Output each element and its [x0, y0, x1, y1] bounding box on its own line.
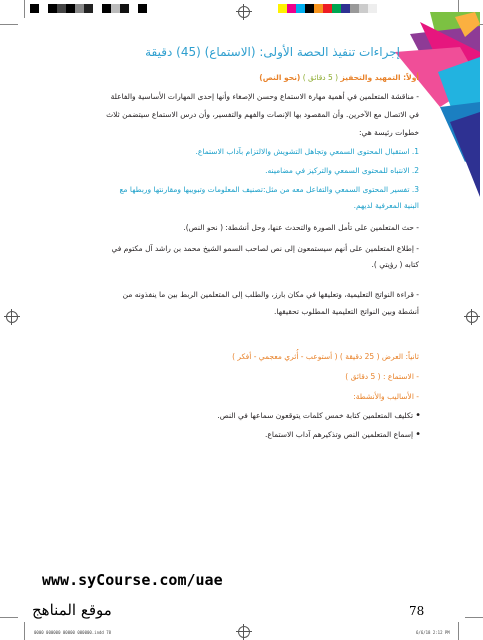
crop-mark — [458, 622, 459, 640]
section1-heading — [259, 73, 419, 82]
page-title: إجراءات تنفيذ الحصة الأولى: (الاستماع) (45) دقيقة — [145, 45, 400, 59]
crop-mark — [0, 24, 18, 25]
step-1: 1. استقبال المحتوى السمعي وتجاهل التشويش والالتزام بآداب الاستماع. — [195, 147, 419, 156]
registration-mark-top — [238, 6, 250, 18]
print-slug-file: 0000 000000 00000 000000.indd 78 — [34, 630, 112, 635]
methods-heading: - الأساليب والأنشطة: — [353, 392, 419, 401]
intro-paragraph-line-2: في الاتصال مع الآخرين. وأن المقصود بها الإنصات والفهم والتفسير، وأن درس الاستماع سيتضمن ثلاث — [106, 110, 419, 119]
activity-line-1: - حث المتعلمين على تأمل الصورة والتحدث عنها، وحل أنشطة: ( نحو النص). — [183, 223, 419, 232]
bullet-item-2: • إسماع المتعلمين النص وتذكيرهم آداب الاستماع. — [265, 428, 419, 442]
step-2: 2. الانتباه للمحتوى السمعي والتركيز في مضامينه. — [265, 166, 419, 175]
section1-heading-title: أولاً: التمهيد والتحفيز — [340, 73, 419, 82]
site-name: موقع المناهج — [32, 601, 112, 619]
page-number: 78 — [409, 604, 425, 618]
step-3: 3. تفسير المحتوى السمعي والتفاعل معه من مثل:تصنيف المعلومات وتبويبها ومقارنتها وربطها مع — [119, 185, 419, 194]
section1-heading-subtitle: (نحو النص) — [259, 73, 301, 82]
section1-heading-duration: ( 5 دقائق ) — [302, 73, 339, 82]
website-url: www.syCourse.com/uae — [42, 571, 223, 589]
registration-mark-right — [466, 311, 478, 323]
print-slug-date: 6/6/18 2:12 PM — [416, 630, 450, 635]
step-3-continued: البنية المعرفية لديهم. — [353, 201, 419, 210]
print-tint-bar — [278, 4, 377, 13]
crop-mark — [0, 617, 18, 618]
bullet-item-1: • تكليف المتعلمين كتابة خمس كلمات يتوقعون سماعها في النص. — [217, 409, 419, 423]
activity-line-4: - قراءة النواتج التعليمية، وتعليقها في مكان بارز، والطلب إلى المتعلمين الربط بين ما ينفذونه من — [122, 290, 419, 299]
crop-mark — [24, 622, 25, 640]
activity-line-5: أنشطة وبين النواتج التعليمية المطلوب تحقيقها. — [274, 307, 419, 316]
listening-duration: - الاستماع : ( 5 دقائق ) — [345, 372, 419, 381]
activity-line-2: - إطلاع المتعلمين على أنهم سيستمعون إلى نص لصاحب السمو الشيخ محمد بن راشد آل مكتوم في — [111, 244, 419, 253]
crop-mark — [24, 0, 25, 18]
intro-paragraph-line-3: خطوات رئيسة هي: — [359, 128, 419, 137]
registration-mark-left — [6, 311, 18, 323]
section2-heading: ثانياً: العرض ( 25 دقيقة ) ( أستوعب - أُثري معجمي - أفكر ) — [232, 352, 419, 361]
crop-mark — [465, 617, 483, 618]
activity-line-3: كتابه ( رؤيتي ). — [371, 260, 419, 269]
print-color-bar — [30, 4, 147, 13]
registration-mark-bottom — [238, 626, 250, 638]
intro-paragraph-line-1: - مناقشة المتعلمين في أهمية مهارة الاستماع وحسن الإصغاء وأنها إحدى المهارات الأساسية والفاعلة — [110, 92, 419, 101]
